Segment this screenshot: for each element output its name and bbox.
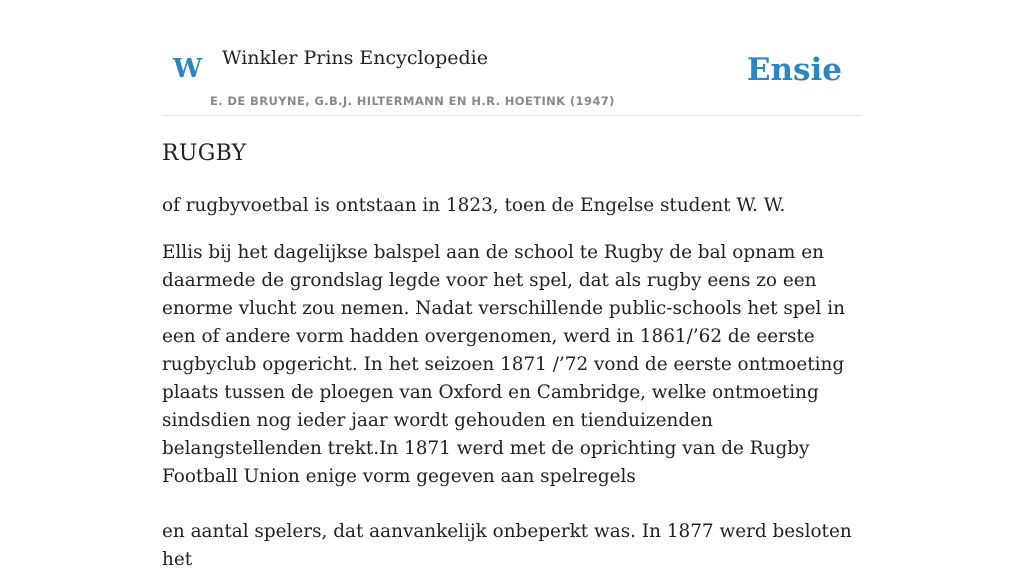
article-paragraph: Ellis bij het dagelijkse balspel aan de school te Rugby de bal opnam en daarmede de grondslag legde voor het spel, dat als rugby eens zo een enorme vlucht zou nemen. Nadat verschillende public-schools het spel in een of andere vorm hadden overgenomen, werd in 1861/’62 de eerste rugbyclub opgericht. In het seizoen 1871 /’72 vond de eerste ontmoeting plaats tussen de ploegen van Oxford en Cambridge, welke ontmoeting sindsdien nog ieder jaar wordt gehouden en tienduizenden belangstellenden trekt.In 1871 werd met de oprichting van de Rugby Football Union enige vorm gegeven aan spelregels <box>162 242 845 487</box>
source-header <box>162 0 862 116</box>
article <box>162 136 862 574</box>
article-title: RUGBY <box>162 141 247 166</box>
brand-logo[interactable]: Ensie <box>746 52 842 88</box>
source-title[interactable]: Winkler Prins Encyclopedie <box>222 47 488 69</box>
source-authors: E. DE BRUYNE, G.B.J. HILTERMANN EN H.R. HOETINK (1947) <box>210 94 615 108</box>
article-paragraph: en aantal spelers, dat aanvankelijk onbeperkt was. In 1877 werd besloten het <box>162 521 852 570</box>
source-logo[interactable]: W <box>173 54 203 84</box>
article-paragraph: of rugbyvoetbal is ontstaan in 1823, toen de Engelse student W. W. <box>162 195 786 216</box>
